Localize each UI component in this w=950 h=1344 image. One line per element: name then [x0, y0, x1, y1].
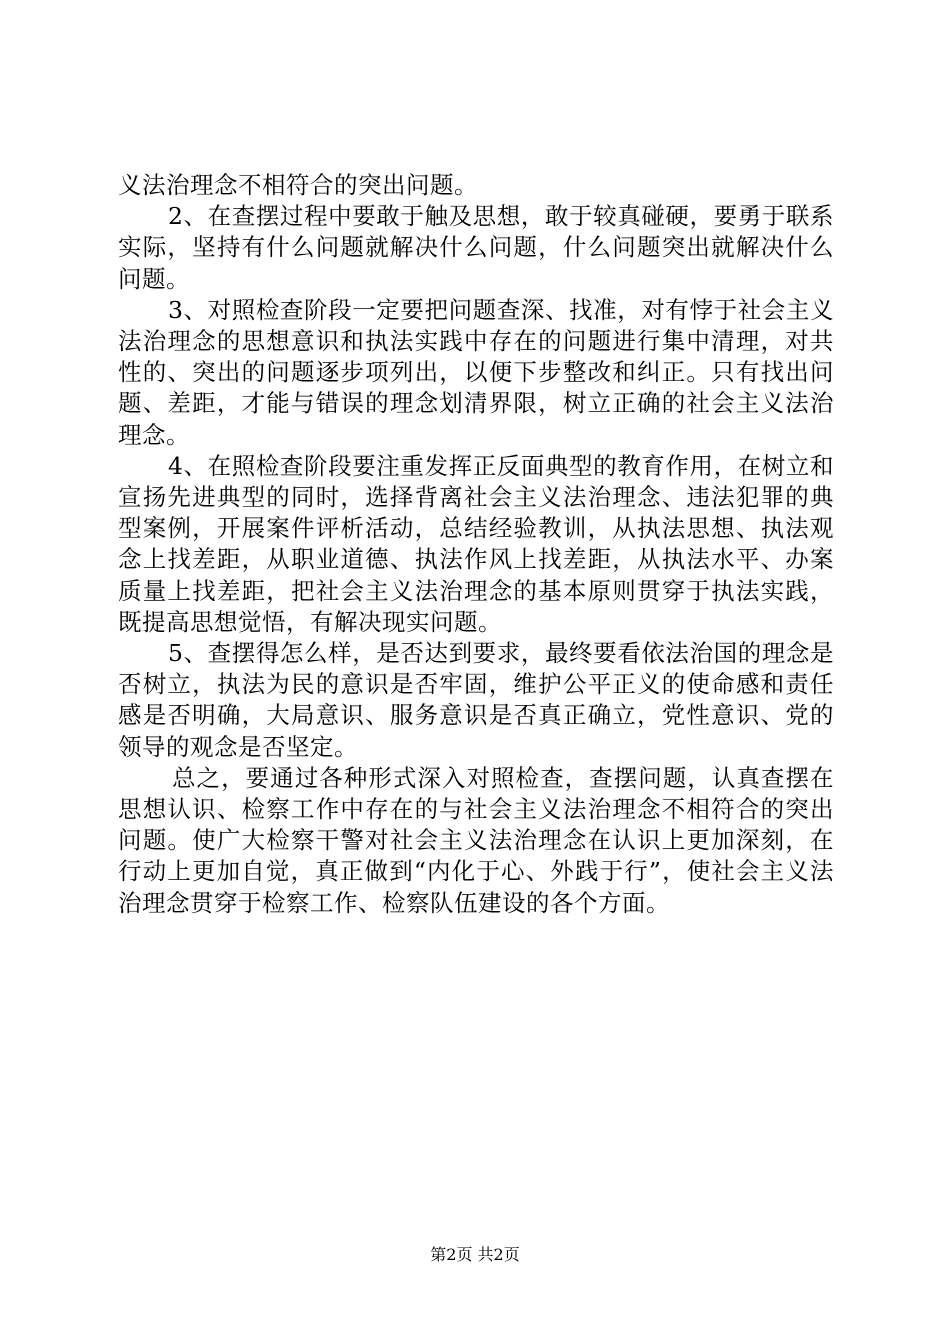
paragraph-summary: 总之，要通过各种形式深入对照检查，查摆问题，认真查摆在思想认识、检察工作中存在的与社会主义法治理念不相符合的突出问题。使广大检察干警对社会主义法治理念在认识上更加深刻，在行动上更加自觉，真正做到“内化于心、外践于行”，使社会主义法治理念贯穿于检察工作、检察队伍建设的各个方面。	[118, 763, 834, 917]
document-body	[118, 170, 834, 919]
paragraph-item-4: 4、在照检查阶段要注重发挥正反面典型的教育作用，在树立和宣扬先进典型的同时，选择背离社会主义法治理念、违法犯罪的典型案例，开展案件评析活动，总结经验教训，从执法思想、执法观念上找差距，从职业道德、执法作风上找差距，从执法水平、办案质量上找差距，把社会主义法治理念的基本原则贯穿于执法实践，既提高思想觉悟，有解决现实问题。	[118, 451, 834, 636]
paragraph-item-3: 3、对照检查阶段一定要把问题查深、找准，对有悖于社会主义法治理念的思想意识和执法实践中存在的问题进行集中清理，对共性的、突出的问题逐步项列出，以便下步整改和纠正。只有找出问题、差距，才能与错误的理念划清界限，树立正确的社会主义法治理念。	[118, 295, 834, 449]
paragraph-item-5: 5、查摆得怎么样，是否达到要求，最终要看依法治国的理念是否树立，执法为民的意识是否牢固，维护公平正义的使命感和责任感是否明确，大局意识、服务意识是否真正确立，党性意识、党的领导的观念是否坚定。	[118, 639, 834, 761]
page-footer: 第2页 共2页	[430, 1245, 520, 1264]
paragraph-continuation: 义法治理念不相符合的突出问题。	[118, 171, 478, 199]
paragraph-item-2: 2、在查摆过程中要敢于触及思想，敢于较真碰硬，要勇于联系实际，坚持有什么问题就解决什么问题，什么问题突出就解决什么问题。	[118, 202, 834, 293]
